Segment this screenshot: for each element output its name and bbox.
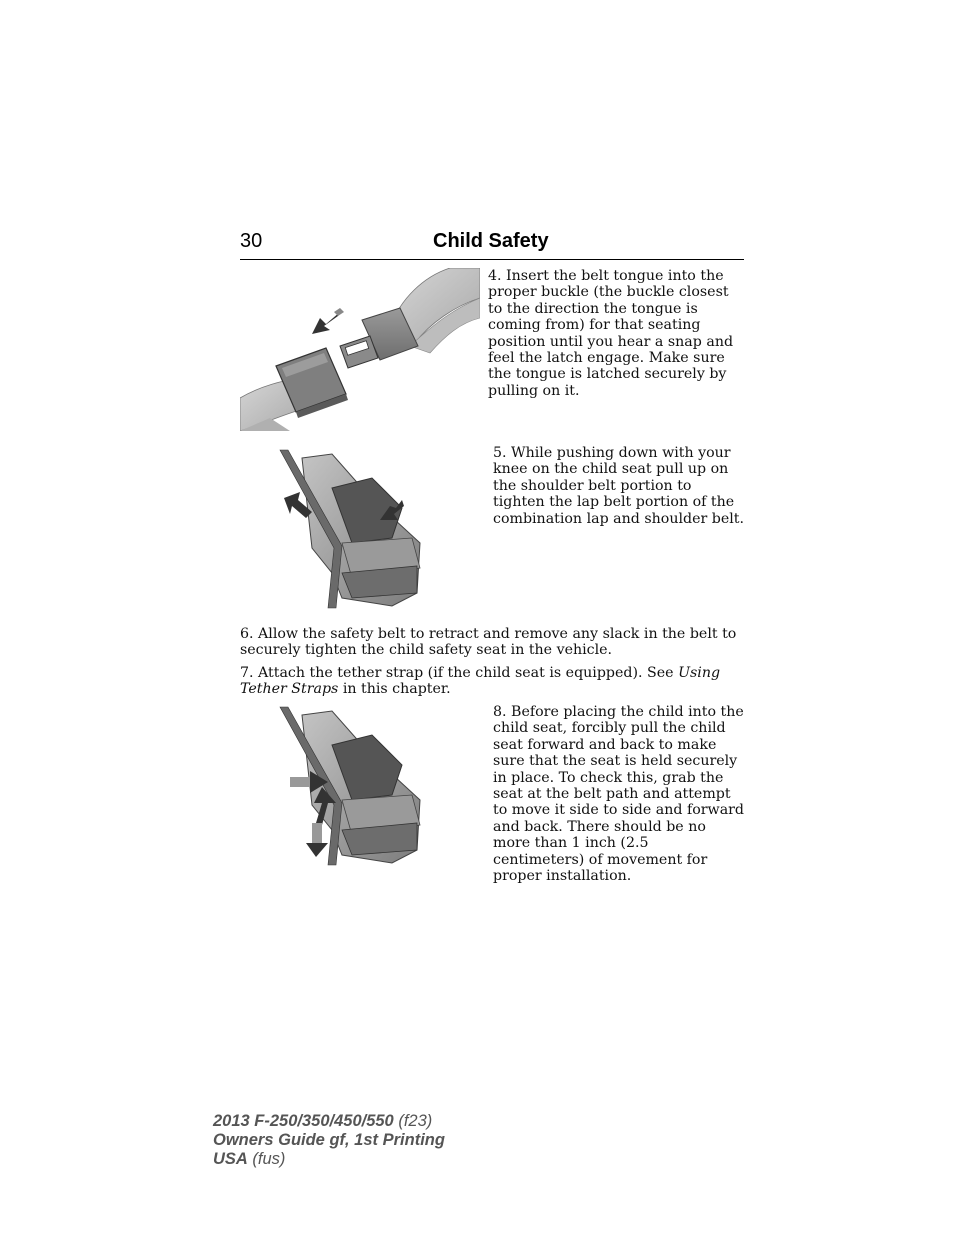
header-rule	[240, 259, 744, 260]
page-header	[240, 229, 744, 259]
step-4-text: 4. Insert the belt tongue into the proper buckle (the buckle closest to the direction the tongue is coming from) for that seating position until you hear a snap and feel the latch engage. Make sure the tongue is latched securely by pulling on it.	[488, 268, 734, 399]
step-7-text	[240, 665, 744, 698]
step-7-prefix: 7. Attach the tether strap (if the child seat is equipped). See	[240, 665, 679, 681]
step-7-suffix: in this chapter.	[338, 681, 451, 698]
footer-line-1: 2013 F-250/350/450/550 (f23)	[213, 1112, 433, 1130]
child-seat-check-illustration	[272, 705, 422, 867]
step-5-text: 5. While pushing down with your knee on the child seat pull up on the shoulder belt portion to tighten the lap belt portion of the combination lap and shoulder belt.	[493, 445, 744, 527]
step-8-text: 8. Before placing the child into the child seat, forcibly pull the child seat forward and back to make sure that the seat is held securely in place. To check this, grab the seat at the belt path and attempt to move it side to side and forward and back. There should be no more than 1 inch (2.5 centimeters) of movement for proper installation.	[493, 704, 745, 885]
belt-buckle-illustration	[240, 268, 480, 431]
child-seat-tighten-illustration	[272, 448, 422, 610]
footer-line-2: Owners Guide gf, 1st Printing	[213, 1131, 445, 1149]
section-title: Child Safety	[433, 230, 549, 252]
insert-direction-arrow	[312, 308, 344, 334]
tether-straps-reference[interactable]: Using Tether Straps	[240, 665, 721, 698]
step-6-text: 6. Allow the safety belt to retract and remove any slack in the belt to securely tighten the child safety seat in the vehicle.	[240, 626, 737, 659]
page-footer	[213, 1112, 445, 1169]
page-number: 30	[240, 230, 263, 252]
footer-line-3: USA (fus)	[213, 1150, 286, 1168]
